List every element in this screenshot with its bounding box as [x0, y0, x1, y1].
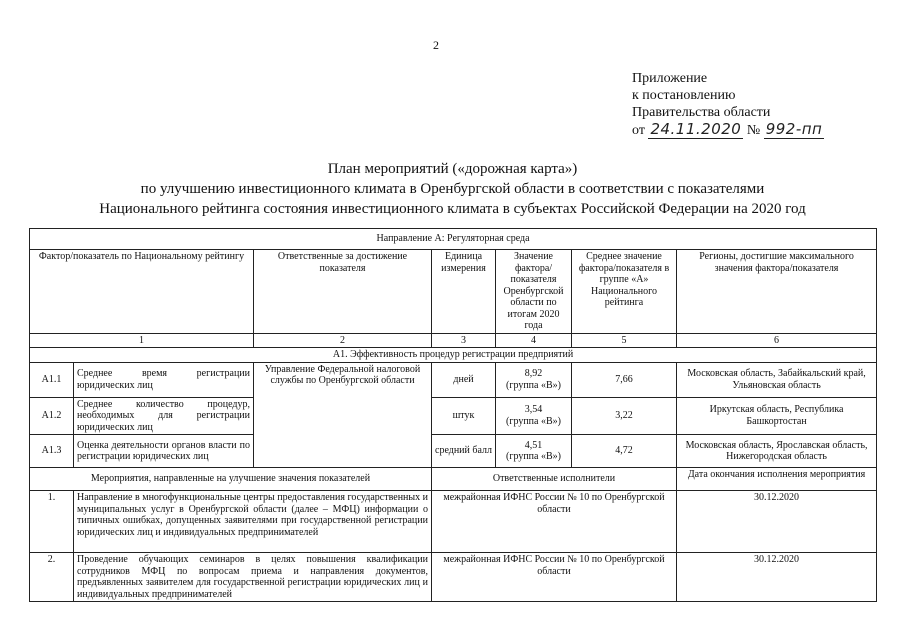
- indicator-average: 4,72: [572, 435, 677, 468]
- measure-executor: межрайонная ИФНС России № 10 по Оренбургской области: [432, 491, 677, 553]
- measure-text: Проведение обучающих семинаров в целях повышения квалификации сотрудников МФЦ по вопросам приема и направления документов, предъявленных заявителем для государственной регистрации юридических лиц и индивидуальных предпринимателей: [74, 553, 432, 602]
- col-number: 3: [432, 333, 496, 348]
- measure-row: [30, 491, 877, 553]
- page-number: 2: [433, 38, 439, 52]
- header-responsible: Ответственные за достижение показателя: [254, 250, 432, 334]
- indicator-regions: Московская область, Ярославская область, Нижегородская область: [677, 435, 877, 468]
- title-line: Национального рейтинга состояния инвестиционного климата в субъектах Российской Федерации на 2020 год: [99, 201, 806, 217]
- header-regions: Регионы, достигшие максимального значения фактора/показателя: [677, 250, 877, 334]
- indicator-code: А1.3: [30, 435, 74, 468]
- title-line: по улучшению инвестиционного климата в Оренбургской области в соответствии с показателями: [140, 181, 765, 197]
- indicator-name: Среднее количество процедур, необходимых для регистрации юридических лиц: [74, 397, 254, 435]
- col-number: 4: [496, 333, 572, 348]
- indicator-row: [30, 397, 877, 435]
- indicator-code: А1.2: [30, 397, 74, 435]
- value-group: (группа «В»): [506, 415, 561, 427]
- indicator-value: [496, 397, 572, 435]
- indicator-name: Среднее время регистрации юридических лиц: [74, 362, 254, 397]
- measure-row: [30, 553, 877, 602]
- indicator-responsible: Управление Федеральной налоговой службы по Оренбургской области: [254, 362, 432, 468]
- number-label: №: [746, 123, 761, 138]
- header-factor: Фактор/показатель по Национальному рейтингу: [30, 250, 254, 334]
- indicator-row: [30, 435, 877, 468]
- col-number: 5: [572, 333, 677, 348]
- indicator-regions: Иркутская область, Республика Башкортостан: [677, 397, 877, 435]
- measure-number: 2.: [30, 553, 74, 602]
- indicator-average: 7,66: [572, 362, 677, 397]
- section-header: А1. Эффективность процедур регистрации предприятий: [30, 348, 877, 363]
- value-number: 3,54: [524, 404, 543, 416]
- measure-deadline: 30.12.2020: [677, 491, 877, 553]
- from-label: от: [632, 123, 645, 138]
- indicator-code: А1.1: [30, 362, 74, 397]
- executors-header: Ответственные исполнители: [432, 468, 677, 491]
- direction-header: Направление А: Регуляторная среда: [30, 229, 877, 250]
- value-group: (группа «В»): [506, 451, 561, 462]
- measure-executor: межрайонная ИФНС России № 10 по Оренбургской области: [432, 553, 677, 602]
- measure-deadline: 30.12.2020: [677, 553, 877, 602]
- handwritten-date: 24.11.2020: [650, 120, 742, 138]
- indicator-row: [30, 362, 877, 397]
- appendix-block: [632, 70, 824, 139]
- header-value: Значение фактора/ показателя Оренбургской области по итогам 2020 года: [496, 250, 572, 334]
- appendix-line: Приложение: [632, 71, 708, 86]
- col-number: 6: [677, 333, 877, 348]
- indicator-value: [496, 362, 572, 397]
- indicator-unit: средний балл: [432, 435, 496, 468]
- appendix-line: Правительства области: [632, 105, 771, 120]
- measure-text: Направление в многофункциональные центры предоставления государственных и муниципальных услуг в Оренбургской области (далее – МФЦ) информации о типичных ошибках, допущенных заявителями при государственной регистрации юридических лиц и индивидуальных предпринимателей: [74, 491, 432, 553]
- value-group: (группа «В»): [506, 379, 561, 391]
- roadmap-table: [29, 228, 877, 602]
- col-number: 1: [30, 333, 254, 348]
- measure-number: 1.: [30, 491, 74, 553]
- header-unit: Единица измерения: [432, 250, 496, 334]
- indicator-average: 3,22: [572, 397, 677, 435]
- deadline-header: Дата окончания исполнения мероприятия: [677, 468, 877, 491]
- value-number: 4,51: [524, 439, 543, 451]
- indicator-unit: дней: [432, 362, 496, 397]
- header-average: Среднее значение фактора/показателя в группе «А» Национального рейтинга: [572, 250, 677, 334]
- col-number: 2: [254, 333, 432, 348]
- indicator-value: [496, 435, 572, 468]
- handwritten-number: 992-пп: [765, 120, 823, 138]
- indicator-unit: штук: [432, 397, 496, 435]
- appendix-date-line: [632, 121, 824, 139]
- title-line: План мероприятий («дорожная карта»): [327, 161, 578, 177]
- appendix-line: к постановлению: [632, 88, 736, 103]
- measures-header: Мероприятия, направленные на улучшение значения показателей: [30, 468, 432, 491]
- indicator-name: Оценка деятельности органов власти по регистрации юридических лиц: [74, 435, 254, 468]
- value-number: 8,92: [524, 368, 543, 379]
- document-title: [0, 159, 905, 219]
- indicator-regions: Московская область, Забайкальский край, Ульяновская область: [677, 362, 877, 397]
